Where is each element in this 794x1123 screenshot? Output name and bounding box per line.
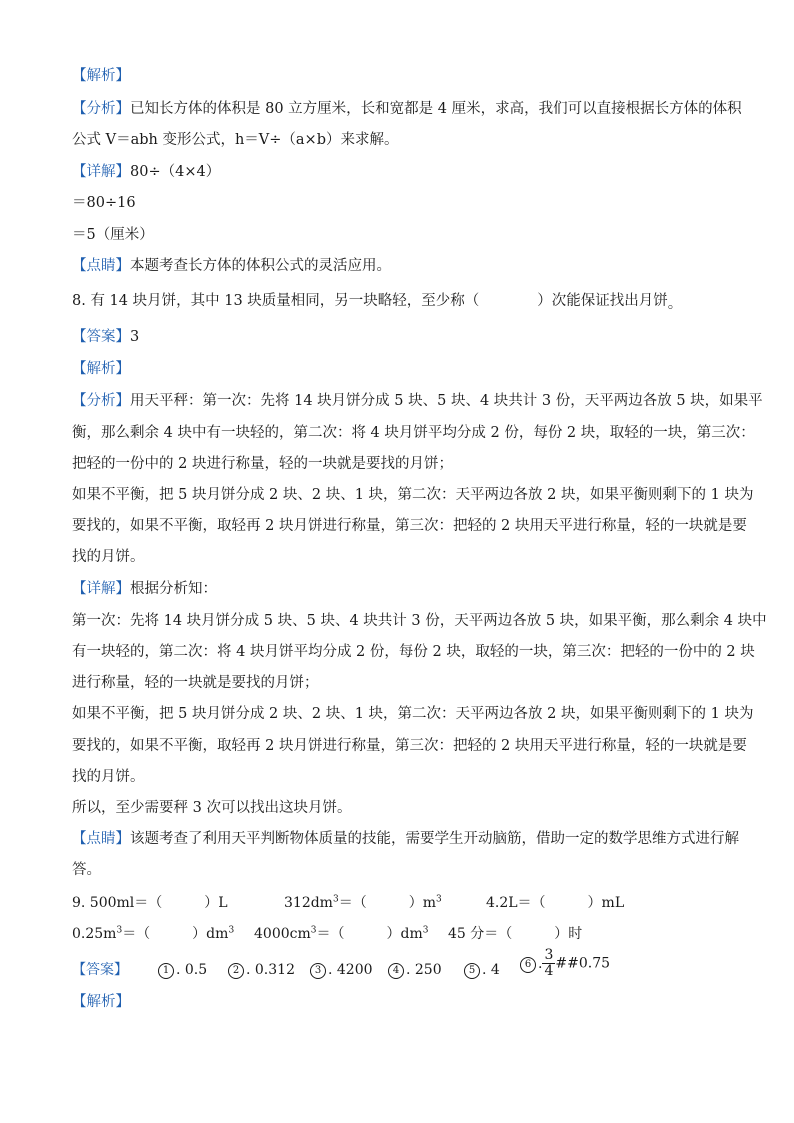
text: 把轻的一份中的 2 块进行称量，轻的一块就是要找的月饼； (72, 456, 453, 472)
q8-xiangjie-line-4 (72, 673, 319, 693)
text: 衡，那么剩余 4 块中有一块轻的，第二次：将 4 块月饼平均分成 2 份，每份 2 块，取轻的一块，第三次： (72, 425, 755, 441)
tag-label: 【点睛】 (72, 258, 130, 274)
text: 答。 (72, 862, 101, 878)
tag-label: 【详解】 (72, 581, 130, 597)
tag-label: 【点睛】 (72, 831, 130, 847)
q8-fenxi-line-4 (72, 485, 753, 505)
text: 如果不平衡，把 5 块月饼分成 2 块、2 块、1 块，第二次：天平两边各放 2 块，如果平衡则剩下的 1 块为 (72, 487, 754, 503)
jiexi-tag-1 (72, 66, 130, 86)
fraction-denominator: 4 (544, 963, 554, 979)
text: 找的月饼。 (72, 769, 145, 785)
q9-item-3 (486, 893, 624, 913)
circled-number: 1 (158, 963, 174, 979)
text: . 4 (482, 962, 500, 978)
answer-9-item-5 (464, 960, 500, 980)
tag-label: 【分析】 (72, 393, 130, 409)
q8-dianjing-line-2 (72, 860, 101, 880)
text: 已知长方体的体积是 80 立方厘米，长和宽都是 4 厘米，求高，我们可以直接根据长方体的体积 (130, 101, 742, 117)
q9-item-6 (448, 924, 582, 944)
text: 0.25m (72, 926, 117, 942)
q8-fenxi-line-6 (72, 547, 145, 567)
text: 要找的，如果不平衡，取轻再 2 块月饼进行称量，第三次：把轻的 2 块用天平进行称量，轻的一块就是要 (72, 518, 747, 534)
q8-xiangjie-line-2 (72, 611, 767, 631)
q9-item-2 (284, 893, 442, 913)
text: 312dm (284, 895, 333, 911)
answer-9-item-6 (520, 948, 610, 979)
superscript: 3 (228, 925, 235, 936)
q8-xiangjie-line-1 (72, 579, 217, 599)
tag-label: 【答案】 (72, 329, 130, 345)
text: . 250 (406, 962, 442, 978)
text: ＝5（厘米） (72, 227, 154, 243)
q8-xiangjie-line-8 (72, 798, 351, 818)
answer-9-item-4 (388, 960, 442, 980)
text: . (538, 955, 543, 972)
text: 第一次：先将 14 块月饼分成 5 块、5 块、4 块共计 3 份，天平两边各放 5 块，如果平衡，那么剩余 4 块中 (72, 613, 767, 629)
dianjing-line-1 (72, 256, 391, 276)
xiangjie-line-1 (72, 162, 220, 182)
text: 要找的，如果不平衡，取轻再 2 块月饼进行称量，第三次：把轻的 2 块用天平进行称量，轻的一块就是要 (72, 738, 747, 754)
tag-label: 【解析】 (72, 994, 130, 1010)
answer-8 (72, 327, 139, 347)
superscript: 3 (310, 925, 317, 936)
q8-xiangjie-line-6 (72, 736, 747, 756)
question-8 (72, 291, 682, 311)
jiexi-tag-2 (72, 359, 130, 379)
q9-item-5 (254, 924, 428, 944)
text: . 0.5 (176, 962, 208, 978)
q8-fenxi-line-5 (72, 516, 747, 536)
text: 找的月饼。 (72, 549, 145, 565)
jiexi-tag-3 (72, 992, 130, 1012)
text: ##0.75 (555, 955, 611, 972)
superscript: 3 (422, 925, 429, 936)
text: 有一块轻的，第二次：将 4 块月饼平均分成 2 份，每份 2 块，取轻的一块，第三次：把轻的一份中的 2 块 (72, 644, 755, 660)
superscript: 3 (116, 925, 123, 936)
text: ＝（ ）dm (122, 926, 229, 942)
fraction (542, 948, 555, 979)
q8-xiangjie-line-7 (72, 767, 145, 787)
fraction-numerator: 3 (544, 947, 554, 963)
superscript: 3 (332, 894, 339, 905)
superscript: 3 (435, 894, 442, 905)
q8-fenxi-line-1 (72, 391, 763, 411)
calc-line-2 (72, 193, 136, 213)
text: 所以，至少需要秤 3 次可以找出这块月饼。 (72, 800, 352, 816)
calc-line-3 (72, 225, 154, 245)
text: 9. 500ml＝（ ）L (72, 895, 228, 911)
answer-value: 3 (130, 329, 140, 345)
tag-label: 【分析】 (72, 101, 130, 117)
q8-fenxi-line-3 (72, 454, 453, 474)
q8-xiangjie-line-5 (72, 704, 753, 724)
fenxi-line-2 (72, 130, 399, 150)
circled-number: 5 (464, 963, 480, 979)
text: . 4200 (328, 962, 373, 978)
text: 如果不平衡，把 5 块月饼分成 2 块、2 块、1 块，第二次：天平两边各放 2 块，如果平衡则剩下的 1 块为 (72, 706, 754, 722)
circled-number: 4 (388, 963, 404, 979)
q8-fenxi-line-2 (72, 423, 755, 443)
text: . 0.312 (246, 962, 295, 978)
question-text: 8. 有 14 块月饼，其中 13 块质量相同，另一块略轻，至少称（ ）次能保证找出月饼 (72, 293, 668, 309)
text: 80÷（4×4） (130, 164, 221, 180)
text: 本题考查长方体的体积公式的灵活应用。 (130, 258, 391, 274)
circled-number: 3 (310, 963, 326, 979)
circled-number: 2 (228, 963, 244, 979)
text: 进行称量，轻的一块就是要找的月饼； (72, 675, 319, 691)
answer-9-tag (72, 960, 128, 980)
fenxi-line-1 (72, 99, 742, 119)
answer-9-item-3 (310, 960, 373, 980)
text: 根据分析知： (130, 581, 217, 597)
text: 45 分＝（ ）时 (448, 926, 583, 942)
text: 公式 V＝abh 变形公式，h＝V÷（a×b）来求解。 (72, 132, 399, 148)
text: ＝80÷16 (72, 195, 136, 211)
q8-dianjing-line-1 (72, 829, 739, 849)
text: ＝（ ）dm (316, 926, 423, 942)
q9-item-4 (72, 924, 234, 944)
circled-number: 6 (520, 957, 536, 973)
answer-9-item-1 (158, 960, 207, 980)
text: 该题考查了利用天平判断物体质量的技能，需要学生开动脑筋，借助一定的数学思维方式进行解 (130, 831, 739, 847)
text: 4.2L＝（ ）mL (486, 895, 625, 911)
tag-label: 【解析】 (72, 361, 130, 377)
text: 用天平秤：第一次：先将 14 块月饼分成 5 块、5 块、4 块共计 3 份，天平两边各放 5 块，如果平 (130, 393, 763, 409)
q8-xiangjie-line-3 (72, 642, 755, 662)
tag-label: 【答案】 (72, 962, 128, 978)
question-end: 。 (667, 296, 683, 312)
text: 4000cm (254, 926, 311, 942)
text: ＝（ ）m (338, 895, 436, 911)
tag-label: 【解析】 (72, 68, 130, 84)
answer-9-item-2 (228, 960, 295, 980)
tag-label: 【详解】 (72, 164, 130, 180)
q9-item-1 (72, 893, 228, 913)
